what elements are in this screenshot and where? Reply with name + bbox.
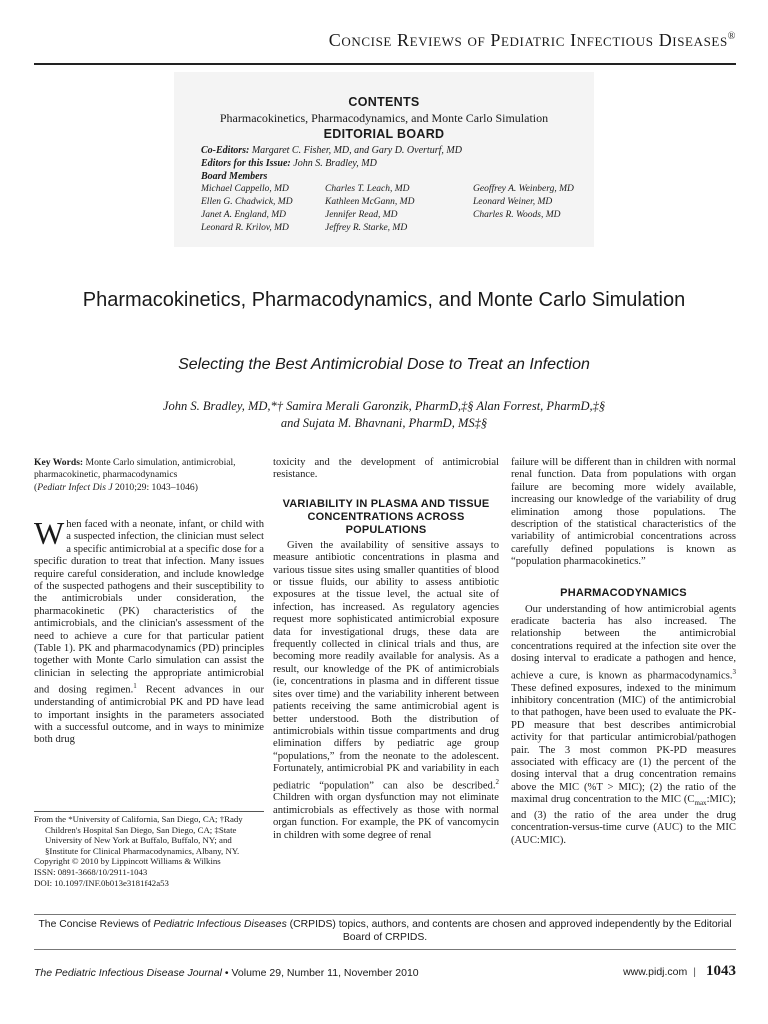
copyright-line: Copyright © 2010 by Lippincott Williams & Wilkins bbox=[34, 856, 221, 867]
keywords-label: Key Words: bbox=[34, 457, 84, 468]
affiliations-rule bbox=[34, 811, 264, 812]
registered-mark: ® bbox=[727, 31, 736, 42]
body-column-2 bbox=[273, 457, 499, 842]
reference-marker: 3 bbox=[732, 667, 736, 676]
issue-editors-label: Editors for this Issue: bbox=[201, 158, 291, 169]
contents-box bbox=[174, 72, 594, 247]
footer-right bbox=[623, 963, 736, 980]
issue-editors-names: John S. Bradley, MD bbox=[293, 158, 377, 169]
article-subtitle: Selecting the Best Antimicrobial Dose to Treat an Infection bbox=[178, 356, 590, 373]
board-member: Charles R. Woods, MD bbox=[473, 210, 561, 220]
board-member: Leonard Weiner, MD bbox=[473, 197, 553, 207]
body-column-3 bbox=[511, 457, 736, 847]
page-number: 1043 bbox=[706, 963, 736, 979]
doi-line: DOI: 10.1097/INF.0b013e3181f42a53 bbox=[34, 877, 169, 888]
footer-issue: Volume 29, Number 11, November 2010 bbox=[231, 967, 419, 979]
keywords: Key Words: Monte Carlo simulation, antimicrobial, pharmacokinetic, pharmacodynamics (Pediatr Infect Dis J 2010;29: 1043–1046) bbox=[34, 457, 236, 493]
column-2-lead: toxicity and the development of antimicrobial resistance. bbox=[273, 457, 499, 481]
board-member: Jeffrey R. Starke, MD bbox=[325, 223, 408, 233]
series-header bbox=[34, 30, 736, 51]
contents-heading: CONTENTS bbox=[348, 95, 420, 109]
disclaimer: The Concise Reviews of Pediatric Infectious Diseases (CRPIDS) topics, authors, and contents are chosen and approved independently by the Editorial Board of CRPIDS. bbox=[38, 919, 732, 943]
footer-website[interactable]: www.pidj.com bbox=[623, 966, 688, 978]
column-3-lead: failure will be different than in children with normal renal function. Data from populations with organ failure are becoming more widely available, increasing our knowledge of the variability of drug elimination among those populations. The description of the statistical characteristics of the variability of antimicrobial concentrations across carefully defined populations is known as “population pharmacokinetics.” bbox=[511, 457, 736, 568]
section-heading-pharmacodynamics: PHARMACODYNAMICS bbox=[560, 586, 687, 599]
board-member: Geoffrey A. Weinberg, MD bbox=[473, 184, 574, 194]
reference-marker: 2 bbox=[495, 777, 499, 786]
coeditors-line bbox=[201, 145, 462, 156]
disclaimer-rule-top bbox=[34, 914, 736, 915]
board-member: Kathleen McGann, MD bbox=[325, 197, 415, 207]
footer-journal-name: The Pediatric Infectious Disease Journal bbox=[34, 967, 222, 979]
coeditors-names: Margaret C. Fisher, MD, and Gary D. Overturf, MD bbox=[251, 145, 462, 156]
citation-details: 2010;29: 1043–1046) bbox=[115, 481, 198, 493]
coeditors-label: Co-Editors: bbox=[201, 145, 250, 156]
affiliations bbox=[34, 814, 264, 888]
board-member: Charles T. Leach, MD bbox=[325, 184, 410, 194]
board-members-label: Board Members bbox=[201, 171, 268, 182]
author-list bbox=[80, 398, 688, 432]
drop-cap: W bbox=[34, 515, 65, 551]
board-member: Michael Cappello, MD bbox=[201, 184, 289, 194]
reference-marker: 1 bbox=[133, 682, 137, 691]
header-rule bbox=[34, 63, 736, 65]
authors-line-2: and Sujata M. Bhavnani, PharmD, MS‡§ bbox=[280, 416, 488, 430]
variability-paragraph: Given the availability of sensitive assays to measure antibiotic concentrations in plasma and various tissue sites using smaller quantities of blood or tissue fluids, our ability to assess antibiotic exposures at the tissue level, the actual site of infection, has increased. As regulatory agencies request more sophisticated antimicrobial exposure data for investigational drugs, these data are frequently collected in clinical trials and thus, are becoming more readily available for analysis. As a result, our knowledge of the PK of antimicrobials (ie, concentrations in plasma and in different tissue sites over time) and the variability inherent between patients receiving the same antimicrobial agent is better understood. Both the distribution of antimicrobials within tissue compartments and drug elimination differs by pediatric age group “populations,” from the neonate to the adolescent. Fortunately, antimicrobial PK and variability in each pediatric “population” can also be described.$^2$ Children with organ dysfunction may not eliminate antimicrobials as effectively as those with normal organ function. For example, the PK of vancomycin in children with some degree of renal bbox=[273, 539, 499, 841]
disclaimer-rule-bottom bbox=[34, 949, 736, 950]
footer-journal-info bbox=[34, 967, 419, 979]
contents-topic: Pharmacokinetics, Pharmacodynamics, and Monte Carlo Simulation bbox=[219, 111, 549, 125]
cmax-subscript: max bbox=[694, 799, 707, 808]
board-member: Janet A. England, MD bbox=[201, 210, 287, 220]
series-title: Concise Reviews of Pediatric Infectious Diseases® bbox=[328, 30, 736, 50]
footer-bullet: • bbox=[224, 967, 229, 979]
citation-journal: Pediatr Infect Dis J bbox=[37, 481, 113, 493]
body-column-1 bbox=[34, 515, 264, 747]
article-title: Pharmacokinetics, Pharmacodynamics, and Monte Carlo Simulation bbox=[82, 289, 686, 311]
keywords-text: Monte Carlo simulation, antimicrobial, pharmacokinetic, pharmacodynamics bbox=[34, 457, 236, 481]
issue-editors-line bbox=[201, 158, 377, 169]
intro-paragraph: When faced with a neonate, infant, or child with a suspected infection, the clinician must select a specific antimicrobial at a specific dose for a specific duration to treat that infection. Many issues require careful consideration, and include knowledge of the suspected pathogens and their susceptibility to the antimicrobials under consideration, the pharmacokinetic (PK) characteristics of the antimicrobials, and the clinician's assessment of the need to achieve a cure for that particular patient (Table 1). PK and pharmacodynamics (PD) principles together with Monte Carlo simulation can assist the clinician in selecting the appropriate antimicrobial and dosing regimen.$^1$ Recent advances in our understanding of antimicrobial PK and PD have lead to important insights in the parameters associated with a successful outcome, and in ways to minimize both drug bbox=[34, 515, 264, 746]
footer-separator: | bbox=[693, 966, 696, 978]
disclaimer-journal: Pediatric Infectious Diseases bbox=[153, 919, 287, 930]
section-heading-variability: VARIABILITY IN PLASMA AND TISSUE CONCENTRATIONS ACROSS POPULATIONS bbox=[282, 497, 490, 536]
editorial-board-heading: EDITORIAL BOARD bbox=[323, 127, 445, 141]
pharmacodynamics-paragraph: Our understanding of how antimicrobial agents eradicate bacteria has also increased. The relationship between the antimicrobial concentrations required at the infection site over the dosing interval to eradicate a pathogen and hence, achieve a cure, is known as pharmacodynamics.$^3$ These defined exposures, indexed to the minimum inhibitory concentration (MIC) of the antimicrobial to that pathogen, have been used to evaluate the PK-PD measure that best describes antimicrobial activity for that particular antimicrobial/pathogen pair. The 3 most common PK-PD measures associated with efficacy are (1) the percent of the dosing interval that a drug concentration remains above the MIC (%T > MIC); (2) the ratio of the maximal drug concentration to the MIC $(C_{max}:MIC)$; and (3) the ratio of the area under the drug concentration-versus-time curve (AUC) to the MIC (AUC:MIC). bbox=[511, 603, 736, 846]
board-member: Jennifer Read, MD bbox=[325, 210, 398, 220]
issn-line: ISSN: 0891-3668/10/2911-1043 bbox=[34, 866, 148, 877]
authors-line-1: John S. Bradley, MD,*† Samira Merali Garonzik, PharmD,‡§ Alan Forrest, PharmD,‡§ bbox=[162, 399, 606, 413]
affiliation-line: From the *University of California, San Diego, CA; †Rady Children's Hospital San Diego, San Diego, CA; ‡State University of New York at Buffalo, Buffalo, NY; and §Institute for Clinical Pharmacodynamics, Albany, NY. bbox=[34, 814, 243, 856]
board-member: Leonard R. Krilov, MD bbox=[201, 223, 289, 233]
board-member: Ellen G. Chadwick, MD bbox=[201, 197, 293, 207]
